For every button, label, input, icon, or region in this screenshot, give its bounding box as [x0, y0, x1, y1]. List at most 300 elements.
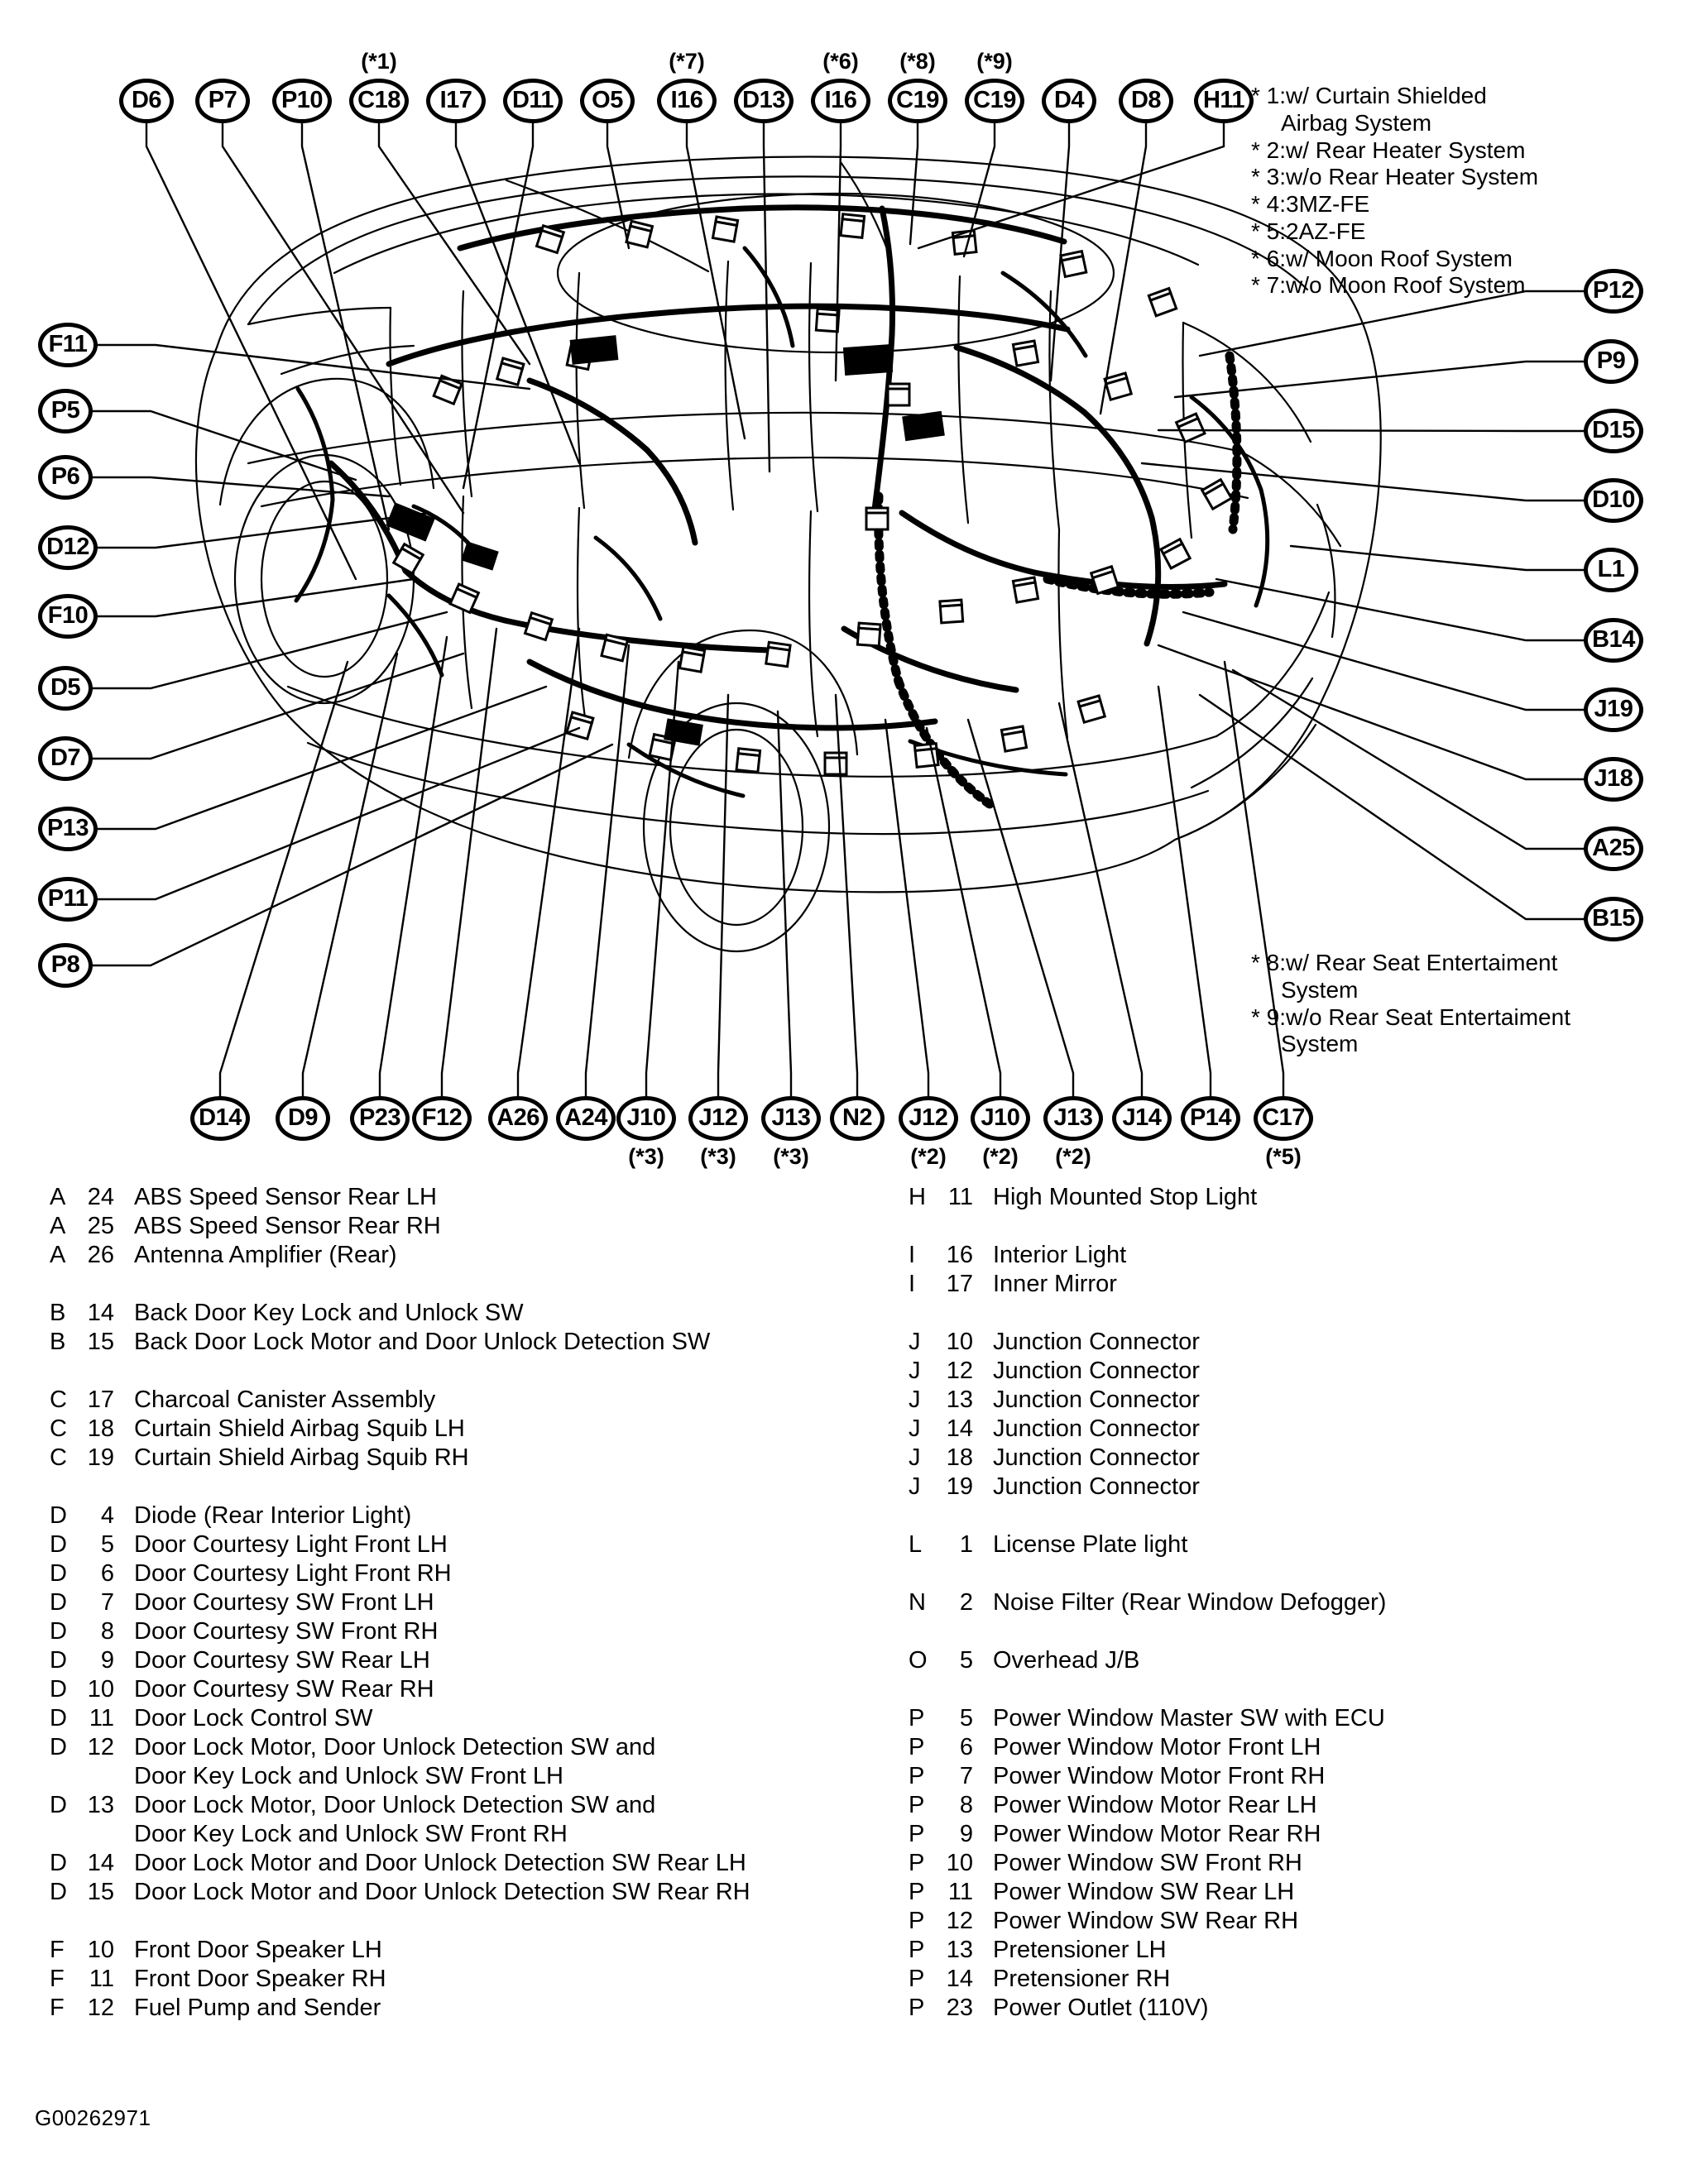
callout-i16[interactable]	[657, 79, 717, 123]
legend-code-number: 8	[959, 1792, 973, 1818]
legend-row	[909, 1820, 1653, 1849]
legend-code-letter: D	[50, 1850, 67, 1876]
legend-row	[909, 1530, 1653, 1559]
legend-code-letter: D	[50, 1560, 67, 1587]
legend-description: ABS Speed Sensor Rear LH	[134, 1184, 437, 1210]
legend-row	[50, 1559, 811, 1588]
legend-row	[909, 1704, 1653, 1733]
legend-description: Door Courtesy SW Front LH	[134, 1589, 434, 1616]
callout-label: P10	[280, 86, 324, 113]
legend-row	[50, 1502, 811, 1530]
callout-footnote-marker: (*2)	[982, 1144, 1019, 1169]
leader-line-f11	[98, 345, 530, 389]
legend-code-number: 10	[946, 1850, 973, 1876]
legend-code-number: 12	[87, 1734, 114, 1760]
legend-description: Front Door Speaker RH	[134, 1966, 386, 1992]
callout-label: D14	[199, 1104, 242, 1131]
legend-description: Junction Connector	[993, 1415, 1200, 1442]
rear-hatch	[1183, 323, 1340, 736]
callout-label: J12	[909, 1104, 948, 1131]
wheel-rear	[629, 630, 857, 951]
callout-f11[interactable]	[38, 323, 98, 367]
legend-code-number: 14	[87, 1850, 114, 1876]
callout-d14[interactable]	[190, 1096, 250, 1141]
legend-description: Power Window Master SW with ECU	[993, 1705, 1385, 1731]
legend-spacer	[909, 1559, 1653, 1588]
callout-p23[interactable]	[350, 1096, 410, 1141]
callout-d7[interactable]	[38, 736, 93, 781]
legend-code-letter: J	[909, 1473, 921, 1500]
footnote-line: * 3:w/o Rear Heater System	[1251, 164, 1539, 190]
callout-d8[interactable]	[1119, 79, 1173, 123]
callout-label: P23	[358, 1104, 401, 1131]
leader-line-o5	[607, 123, 629, 248]
callout-label: C19	[896, 86, 939, 113]
legend-description: Door Lock Motor and Door Unlock Detection SW Rear RH	[134, 1879, 750, 1905]
callout-p13[interactable]	[38, 807, 98, 851]
callout-label: J19	[1594, 695, 1633, 722]
legend-code-letter: D	[50, 1531, 67, 1558]
callout-b14[interactable]	[1584, 618, 1643, 663]
legend-code-letter: D	[50, 1792, 67, 1818]
callout-label: D4	[1053, 86, 1085, 113]
legend-code-number: 11	[947, 1879, 973, 1905]
legend-row	[50, 1820, 811, 1849]
leader-line-d4	[1051, 123, 1069, 381]
legend-code-letter: L	[909, 1531, 923, 1558]
callout-label: L1	[1597, 555, 1625, 582]
legend-code-letter: D	[50, 1647, 67, 1674]
legend-row	[909, 1328, 1653, 1357]
door-seams	[462, 496, 1067, 738]
legend-row	[50, 1617, 811, 1646]
legend-code-letter: D	[50, 1705, 67, 1731]
leader-line-p11	[98, 728, 579, 899]
legend-code-number: 17	[87, 1387, 114, 1413]
legend-code-number: 25	[87, 1213, 114, 1239]
callout-label: F11	[48, 330, 88, 357]
legend-row	[909, 1415, 1653, 1444]
callout-d6[interactable]	[119, 79, 174, 123]
legend-row	[909, 1849, 1653, 1878]
callout-label: B14	[1592, 625, 1635, 653]
legend-code-number: 15	[87, 1879, 114, 1905]
callout-label: P12	[1592, 276, 1635, 304]
callout-label: H11	[1202, 86, 1245, 113]
legend-code-letter: O	[909, 1647, 928, 1674]
legend-description: Fuel Pump and Sender	[134, 1995, 381, 2021]
callout-i17[interactable]	[426, 79, 486, 123]
callout-j12[interactable]	[688, 1096, 748, 1141]
legend-code-number: 19	[946, 1473, 973, 1500]
legend-code-letter: A	[50, 1242, 66, 1268]
legend-code-letter: A	[50, 1184, 66, 1210]
legend-column-left	[50, 1183, 811, 2023]
legend-code-number: 16	[946, 1242, 973, 1268]
callout-b15[interactable]	[1584, 897, 1643, 941]
legend-code-number: 12	[87, 1995, 114, 2021]
callout-label: P8	[50, 951, 80, 978]
legend-row	[909, 1762, 1653, 1791]
callout-label: P11	[47, 884, 89, 912]
legend-spacer	[909, 1502, 1653, 1530]
callout-d5[interactable]	[38, 666, 93, 711]
leader-line-j19	[1183, 612, 1584, 710]
legend-code-number: 18	[946, 1444, 973, 1471]
callout-j14[interactable]	[1112, 1096, 1172, 1141]
legend-description: Door Lock Control SW	[134, 1705, 373, 1731]
legend-code-letter: P	[909, 1763, 925, 1789]
legend-code-number: 6	[959, 1734, 973, 1760]
legend-description: Noise Filter (Rear Window Defogger)	[993, 1589, 1387, 1616]
legend-row	[909, 1473, 1653, 1502]
leader-line-i17	[456, 123, 579, 463]
legend-code-letter: D	[50, 1879, 67, 1905]
legend-code-number: 10	[946, 1329, 973, 1355]
callout-f12[interactable]	[412, 1096, 472, 1141]
callout-j18[interactable]	[1584, 757, 1643, 802]
legend-description: Back Door Lock Motor and Door Unlock Detection SW	[134, 1329, 711, 1355]
legend-code-number: 14	[946, 1415, 973, 1442]
legend-row	[50, 1530, 811, 1559]
callout-label: D6	[131, 86, 162, 113]
legend-description: Power Window SW Front RH	[993, 1850, 1302, 1876]
callout-label: J13	[771, 1104, 811, 1131]
legend-row	[50, 1965, 811, 1994]
callout-label: D12	[46, 533, 89, 560]
leader-line-b14	[1216, 579, 1584, 640]
legend-description: Power Window Motor Rear LH	[993, 1792, 1317, 1818]
legend-row	[909, 1878, 1653, 1907]
legend-code-number: 9	[959, 1821, 973, 1847]
leader-line-i16	[687, 123, 745, 438]
callout-c18[interactable]	[349, 79, 409, 123]
callout-label: A25	[1592, 834, 1635, 861]
callout-label: D9	[287, 1104, 319, 1131]
legend-code-letter: D	[50, 1589, 67, 1616]
legend-description: Charcoal Canister Assembly	[134, 1387, 436, 1413]
leader-line-p12	[1200, 291, 1584, 356]
legend-code-number: 11	[89, 1705, 114, 1731]
legend-description: Door Lock Motor and Door Unlock Detection SW Rear LH	[134, 1850, 746, 1876]
legend-description: License Plate light	[993, 1531, 1188, 1558]
legend-spacer	[50, 1357, 811, 1386]
legend-row	[50, 1646, 811, 1675]
legend-code-letter: P	[909, 1821, 925, 1847]
legend-code-number: 14	[87, 1300, 114, 1326]
callout-footnote-marker: (*2)	[1055, 1144, 1091, 1169]
footnote-line: System	[1281, 976, 1359, 1003]
legend-description: Door Courtesy SW Rear LH	[134, 1647, 430, 1674]
callout-l1[interactable]	[1584, 548, 1638, 592]
legend-description: Curtain Shield Airbag Squib LH	[134, 1415, 465, 1442]
legend-code-letter: D	[50, 1734, 67, 1760]
callout-label: A26	[496, 1104, 539, 1131]
legend-description: Inner Mirror	[993, 1271, 1117, 1297]
callout-footnote-marker: (*3)	[628, 1144, 664, 1169]
callout-label: P6	[50, 462, 80, 490]
leader-line-f12	[442, 629, 496, 1096]
callout-label: O5	[592, 86, 623, 113]
legend-description: Antenna Amplifier (Rear)	[134, 1242, 397, 1268]
legend-code-number: 5	[959, 1647, 973, 1674]
callout-label: P7	[208, 86, 237, 113]
legend-code-letter: D	[50, 1676, 67, 1703]
callout-j13[interactable]	[761, 1096, 821, 1141]
legend-code-number: 5	[959, 1705, 973, 1731]
legend-description: Junction Connector	[993, 1329, 1200, 1355]
footnote-line: * 7:w/o Moon Roof System	[1251, 272, 1526, 299]
leader-line-d13	[764, 123, 770, 472]
callout-c19[interactable]	[888, 79, 947, 123]
callout-footnote-marker: (*8)	[899, 49, 936, 74]
callout-label: C18	[357, 86, 400, 113]
legend-code-letter: C	[50, 1444, 67, 1471]
callout-footnote-marker: (*5)	[1265, 1144, 1302, 1169]
legend-row	[50, 1415, 811, 1444]
callout-h11[interactable]	[1194, 79, 1254, 123]
legend-row	[50, 1762, 811, 1791]
callout-j19[interactable]	[1584, 687, 1643, 732]
legend-code-number: 2	[959, 1589, 973, 1616]
legend-code-letter: J	[909, 1387, 921, 1413]
callout-footnote-marker: (*3)	[773, 1144, 809, 1169]
legend-row	[50, 1791, 811, 1820]
callout-a25[interactable]	[1584, 826, 1643, 871]
callout-label: B15	[1592, 904, 1635, 932]
callout-d12[interactable]	[38, 525, 98, 570]
legend-description: Pretensioner LH	[993, 1937, 1167, 1963]
callout-p12[interactable]	[1584, 269, 1643, 314]
legend-row	[50, 1675, 811, 1704]
footnote-line: * 9:w/o Rear Seat Entertaiment	[1251, 1003, 1570, 1030]
legend-row	[909, 1386, 1653, 1415]
callout-c19[interactable]	[965, 79, 1024, 123]
callout-p11[interactable]	[38, 877, 98, 922]
callout-p10[interactable]	[272, 79, 332, 123]
legend-code-number: 11	[89, 1966, 114, 1992]
callout-label: N2	[842, 1104, 873, 1131]
legend-row	[50, 1444, 811, 1473]
leader-line-f10	[98, 579, 414, 616]
callout-p9[interactable]	[1584, 339, 1638, 384]
callout-label: D5	[50, 673, 81, 701]
legend-row	[50, 1704, 811, 1733]
leader-line-d8	[1100, 123, 1146, 414]
legend-description: Curtain Shield Airbag Squib RH	[134, 1444, 469, 1471]
leader-line-j10	[646, 662, 678, 1096]
legend-code-letter: B	[50, 1329, 66, 1355]
callout-p8[interactable]	[38, 943, 93, 988]
callout-c17[interactable]	[1254, 1096, 1313, 1141]
legend-spacer	[50, 1270, 811, 1299]
callout-footnote-marker: (*1)	[361, 49, 397, 74]
callout-label: J18	[1594, 764, 1633, 792]
legend-code-number: 11	[947, 1184, 973, 1210]
footnote-line: * 5:2AZ-FE	[1251, 218, 1366, 244]
legend-code-letter: P	[909, 1937, 925, 1963]
callout-footnote-marker: (*7)	[669, 49, 705, 74]
legend-code-number: 13	[946, 1387, 973, 1413]
callout-j13[interactable]	[1043, 1096, 1103, 1141]
legend-description: Door Lock Motor, Door Unlock Detection SW and	[134, 1792, 656, 1818]
callout-d4[interactable]	[1042, 79, 1096, 123]
legend-description: Pretensioner RH	[993, 1966, 1171, 1992]
legend-description: Back Door Key Lock and Unlock SW	[134, 1300, 524, 1326]
callout-p7[interactable]	[195, 79, 250, 123]
legend-code-number: 12	[946, 1908, 973, 1934]
legend-code-number: 1	[959, 1531, 973, 1558]
footnote-line: Airbag System	[1281, 109, 1432, 136]
legend-code-number: 24	[87, 1184, 114, 1210]
legend-spacer	[909, 1675, 1653, 1704]
legend-description: Diode (Rear Interior Light)	[134, 1502, 412, 1529]
leader-line-j13	[968, 720, 1073, 1096]
leader-line-p23	[380, 637, 447, 1096]
legend-description: Junction Connector	[993, 1473, 1200, 1500]
callout-label: D8	[1130, 86, 1162, 113]
legend-description-continued: Door Key Lock and Unlock SW Front RH	[134, 1821, 568, 1847]
callout-label: P9	[1596, 347, 1626, 374]
callout-p6[interactable]	[38, 455, 93, 500]
leader-line-c19	[964, 123, 995, 256]
callout-a26[interactable]	[488, 1096, 548, 1141]
legend-code-letter: D	[50, 1502, 67, 1529]
legend-description: Junction Connector	[993, 1444, 1200, 1471]
callout-label: D15	[1592, 416, 1635, 443]
legend-row	[909, 1791, 1653, 1820]
legend-code-letter: P	[909, 1879, 925, 1905]
legend-description: Junction Connector	[993, 1387, 1200, 1413]
legend-spacer	[909, 1299, 1653, 1328]
callout-label: D10	[1592, 486, 1635, 513]
callout-d13[interactable]	[734, 79, 794, 123]
callout-d9[interactable]	[276, 1096, 330, 1141]
legend-code-number: 13	[87, 1792, 114, 1818]
legend-code-number: 4	[100, 1502, 114, 1529]
legend-code-number: 8	[100, 1618, 114, 1645]
callout-i16[interactable]	[811, 79, 870, 123]
legend-code-letter: P	[909, 1966, 925, 1992]
legend-row	[50, 1386, 811, 1415]
callout-label: I16	[670, 86, 703, 113]
legend-description: High Mounted Stop Light	[993, 1184, 1258, 1210]
legend-row	[909, 1357, 1653, 1386]
callout-p14[interactable]	[1181, 1096, 1240, 1141]
callout-label: C19	[973, 86, 1016, 113]
legend-row	[909, 1907, 1653, 1936]
legend-code-number: 6	[100, 1560, 114, 1587]
leader-line-l1	[1291, 546, 1584, 570]
legend-code-number: 7	[100, 1589, 114, 1616]
callout-label: P13	[46, 814, 89, 841]
callout-label: J13	[1053, 1104, 1093, 1131]
legend-code-letter: F	[50, 1966, 65, 1992]
legend-code-letter: J	[909, 1444, 921, 1471]
callout-j10[interactable]	[971, 1096, 1030, 1141]
legend-code-number: 26	[87, 1242, 114, 1268]
legend-code-letter: F	[50, 1995, 65, 2021]
legend-description: Power Window Motor Rear RH	[993, 1821, 1321, 1847]
leader-line-i16	[836, 123, 841, 381]
callout-a24[interactable]	[556, 1096, 616, 1141]
leader-line-j12	[718, 695, 728, 1096]
callout-f10[interactable]	[38, 594, 98, 639]
parts-legend	[0, 1183, 1683, 2126]
legend-row	[909, 1733, 1653, 1762]
legend-description: Overhead J/B	[993, 1647, 1140, 1674]
callout-p5[interactable]	[38, 389, 93, 433]
legend-code-number: 5	[100, 1531, 114, 1558]
legend-code-letter: J	[909, 1415, 921, 1442]
callout-label: J12	[698, 1104, 738, 1131]
legend-code-number: 14	[946, 1966, 973, 1992]
legend-description: Door Courtesy Light Front RH	[134, 1560, 452, 1587]
legend-code-letter: C	[50, 1415, 67, 1442]
legend-code-number: 9	[100, 1647, 114, 1674]
footnote-line: System	[1281, 1031, 1359, 1057]
legend-code-letter: F	[50, 1937, 65, 1963]
leader-line-c18	[379, 123, 530, 364]
callout-o5[interactable]	[580, 79, 635, 123]
legend-code-letter: A	[50, 1213, 66, 1239]
legend-description-continued: Door Key Lock and Unlock SW Front LH	[134, 1763, 563, 1789]
legend-code-letter: J	[909, 1358, 921, 1384]
legend-column-right	[909, 1183, 1653, 2023]
footnote-block-bottom	[1251, 950, 1570, 1058]
legend-code-letter: I	[909, 1242, 916, 1268]
legend-code-number: 18	[87, 1415, 114, 1442]
legend-code-letter: P	[909, 1734, 925, 1760]
legend-code-number: 10	[87, 1676, 114, 1703]
footnote-line: * 1:w/ Curtain Shielded	[1251, 83, 1487, 108]
callout-label: D11	[511, 86, 554, 113]
legend-row	[909, 1994, 1653, 2023]
legend-description: Door Courtesy SW Front RH	[134, 1618, 439, 1645]
legend-code-letter: P	[909, 1705, 925, 1731]
callout-label: P5	[50, 396, 80, 424]
leader-line-d7	[93, 654, 463, 759]
callout-label: F12	[421, 1104, 463, 1131]
legend-code-number: 13	[946, 1937, 973, 1963]
callout-j12[interactable]	[899, 1096, 958, 1141]
legend-row	[50, 1328, 811, 1357]
leader-line-a24	[586, 645, 629, 1096]
callout-d10[interactable]	[1584, 478, 1643, 523]
legend-code-letter: H	[909, 1184, 926, 1210]
callout-label: J10	[981, 1104, 1020, 1131]
legend-row	[909, 1965, 1653, 1994]
legend-code-number: 7	[959, 1763, 973, 1789]
leader-line-a26	[518, 629, 579, 1096]
leader-line-c19	[910, 123, 918, 244]
legend-code-number: 12	[946, 1358, 973, 1384]
callout-d11[interactable]	[503, 79, 563, 123]
callout-d15[interactable]	[1584, 409, 1643, 453]
legend-description: Power Outlet (110V)	[993, 1995, 1209, 2021]
callout-label: F10	[47, 601, 89, 629]
legend-description: Power Window Motor Front RH	[993, 1763, 1326, 1789]
legend-description: Door Courtesy Light Front LH	[134, 1531, 448, 1558]
footnote-block-top	[1251, 83, 1538, 299]
callout-footnote-marker: (*2)	[910, 1144, 947, 1169]
legend-code-letter: P	[909, 1792, 925, 1818]
legend-code-number: 15	[87, 1329, 114, 1355]
callout-n2[interactable]	[830, 1096, 885, 1141]
callout-label: C17	[1262, 1104, 1305, 1131]
callout-j10[interactable]	[616, 1096, 676, 1141]
legend-spacer	[50, 1907, 811, 1936]
